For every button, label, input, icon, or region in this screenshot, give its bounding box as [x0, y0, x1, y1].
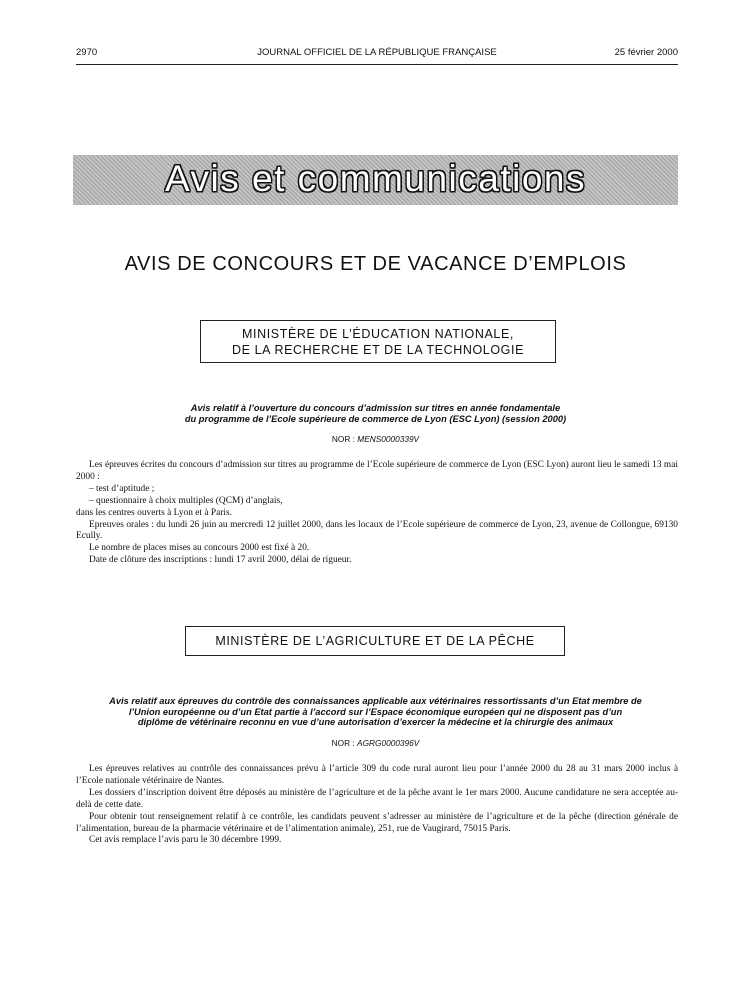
notice-title-line: Avis relatif aux épreuves du contrôle des connaissances applicable aux vétérinaires ressortissants d’un Etat membre de — [109, 696, 642, 706]
notice-title-line: Avis relatif à l’ouverture du concours d’admission sur titres en année fondamentale — [190, 403, 561, 413]
journal-title: JOURNAL OFFICIEL DE LA RÉPUBLIQUE FRANÇAISE — [257, 47, 497, 58]
list-item: – test d’aptitude ; — [89, 483, 155, 494]
nor-label: NOR : — [331, 738, 355, 748]
ministry-heading-education — [200, 320, 556, 363]
section-title: AVIS DE CONCOURS ET DE VACANCE D’EMPLOIS — [124, 253, 627, 275]
ministry-line: DE LA RECHERCHE ET DE LA TECHNOLOGIE — [231, 343, 525, 357]
nor-reference — [73, 434, 678, 444]
ministry-line: MINISTÈRE DE L’ÉDUCATION NATIONALE, — [242, 327, 514, 341]
section-banner — [73, 155, 678, 205]
nor-label: NOR : — [331, 434, 355, 444]
notice-body — [76, 764, 678, 847]
banner-title: Avis et communications — [165, 158, 586, 199]
paragraph: Le nombre de places mises au concours 2000 est fixé à 20. — [89, 543, 310, 554]
ministry-line: MINISTÈRE DE L’AGRICULTURE ET DE LA PÊCHE — [215, 634, 535, 648]
running-header — [76, 47, 678, 61]
paragraph: Date de clôture des inscriptions : lundi 17 avril 2000, délai de rigueur. — [89, 555, 352, 566]
ministry-heading-agriculture — [185, 626, 565, 656]
nor-reference — [73, 738, 678, 748]
issue-date: 25 février 2000 — [614, 47, 678, 58]
paragraph: dans les centres ouverts à Lyon et à Paris. — [76, 507, 232, 518]
notice-title — [73, 403, 678, 425]
paragraph: Pour obtenir tout renseignement relatif à ce contrôle, les candidats peuvent s’adresser au ministère de l’agriculture et de la pêche (direction générale de l’alimentation, bureau de la pharmacie vétérinaire et de l’alimentation animale), 251, rue de Vaugirard, 75015 Paris. — [76, 811, 678, 834]
nor-code: AGRG0000396V — [357, 738, 420, 748]
notice-title-line: diplôme de vétérinaire reconnu en vue d’une autorisation d’exercer la médecine et la chirurgie des animaux — [137, 717, 614, 727]
notice-body — [76, 460, 678, 567]
nor-code: MENS0000339V — [357, 434, 420, 444]
notice-title-line: du programme de l’Ecole supérieure de commerce de Lyon (ESC Lyon) (session 2000) — [184, 414, 567, 424]
notice-title — [73, 696, 678, 728]
paragraph: Epreuves orales : du lundi 26 juin au mercredi 12 juillet 2000, dans les locaux de l’Ecole supérieure de commerce de Lyon, 23, avenue de Collongue, 69130 Ecully. — [76, 519, 678, 542]
paragraph: Les épreuves écrites du concours d’admission sur titres au programme de l’Ecole supérieure de commerce de Lyon (ESC Lyon) auront lieu le samedi 13 mai 2000 : — [76, 460, 678, 482]
paragraph: Cet avis remplace l’avis paru le 30 décembre 1999. — [89, 835, 282, 846]
list-item: – questionnaire à choix multiples (QCM) d’anglais, — [89, 495, 283, 506]
page-number: 2970 — [76, 47, 98, 58]
paragraph: Les épreuves relatives au contrôle des connaissances prévu à l’article 309 du code rural auront lieu pour l’année 2000 du 28 au 31 mars 2000 inclus à l’Ecole nationale vétérinaire de Nantes. — [76, 764, 678, 786]
notice-title-line: l’Union européenne ou d’un Etat partie à l’accord sur l’Espace économique européen qui ne disposent pas d’un — [128, 706, 623, 717]
header-rule — [76, 64, 678, 65]
paragraph: Les dossiers d’inscription doivent être déposés au ministère de l’agriculture et de la pêche avant le 1er mars 2000. Aucune candidature ne sera acceptée au-delà de cette date. — [76, 787, 678, 810]
